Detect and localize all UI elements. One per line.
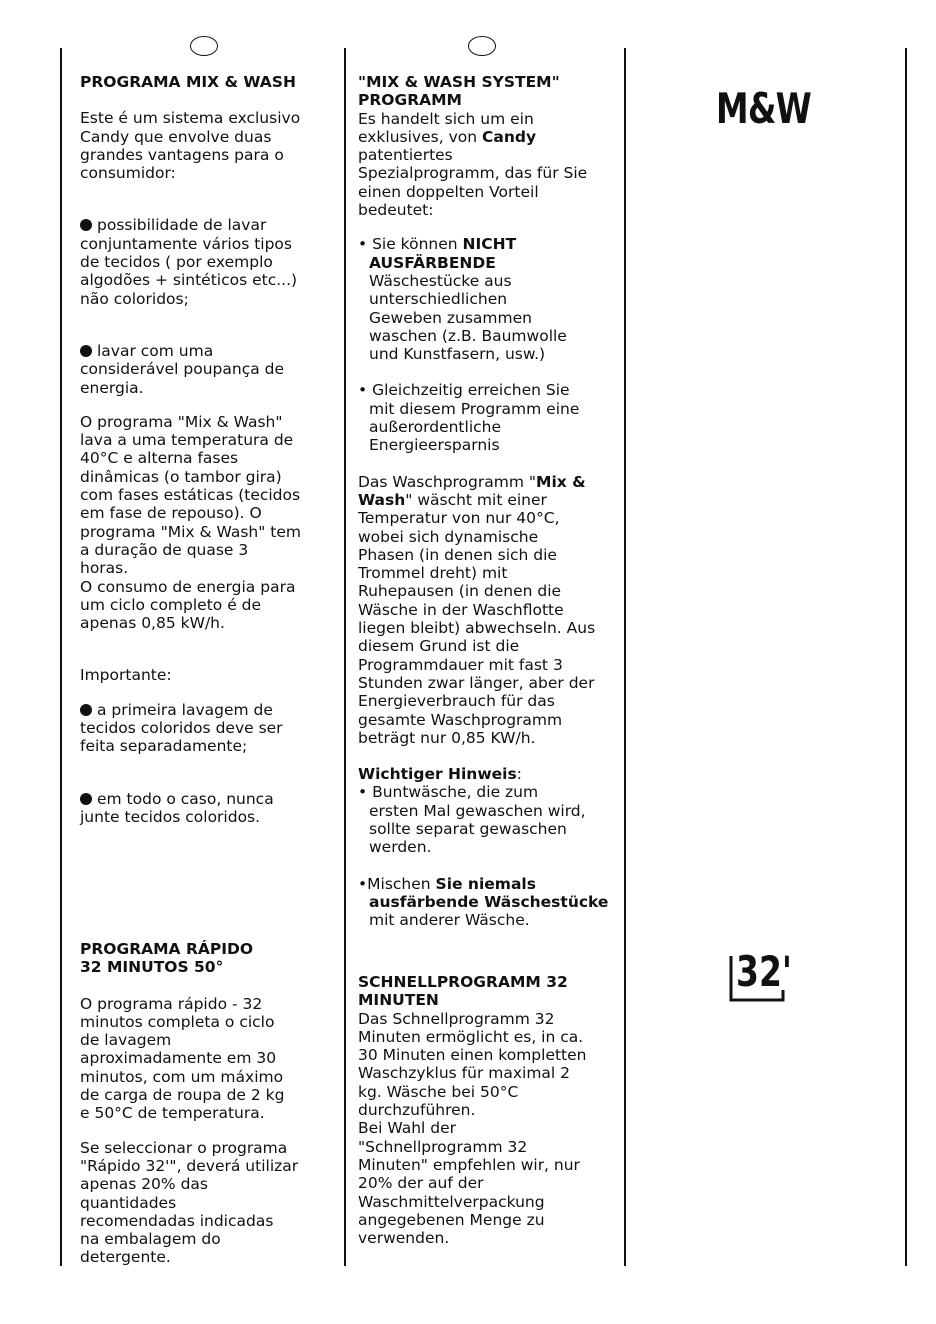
text-line: Programmdauer mit fast 3 — [358, 655, 563, 674]
text-line: energia. — [80, 378, 144, 397]
text-line: • Buntwäsche, die zum — [358, 783, 539, 802]
text-line: einen doppelten Vorteil — [358, 182, 539, 201]
text-line: • Gleichzeitig erreichen Sie — [358, 381, 570, 400]
section-title: "MIX & WASH SYSTEM" — [358, 73, 560, 91]
text-line: ersten Mal gewaschen wird, — [369, 801, 586, 820]
text-line: O programa rápido - 32 — [80, 994, 263, 1013]
text-line: a primeira lavagem de — [97, 700, 273, 719]
bullet-icon — [80, 219, 92, 231]
text-line: aproximadamente em 30 — [80, 1049, 277, 1068]
section-title: SCHNELLPROGRAMM 32 — [358, 973, 568, 991]
language-circle-icon — [190, 36, 218, 56]
section-title: PROGRAMA MIX & WASH — [80, 73, 296, 91]
text-line: bedeutet: — [358, 201, 434, 220]
text-line: mit diesem Programm eine — [369, 399, 580, 418]
bullet-icon — [80, 704, 92, 716]
text-line: Geweben zusammen — [369, 308, 532, 327]
text-line: 20% der auf der — [358, 1174, 484, 1193]
text-line: Energieersparnis — [369, 436, 500, 455]
text-line: quantidades — [80, 1193, 177, 1212]
text-line: Minuten" empfehlen wir, nur — [358, 1155, 580, 1174]
text-line: em fase de repouso). O — [80, 504, 262, 523]
text-line: em todo o caso, nunca — [97, 789, 274, 808]
text-line: Das Waschprogramm "Mix & — [358, 472, 586, 491]
column-divider-far-right — [905, 48, 907, 1266]
text-line: O consumo de energia para — [80, 577, 296, 596]
text-line: "Rápido 32'", deverá utilizar — [80, 1156, 299, 1175]
bullet-icon — [80, 345, 92, 357]
quick-32-icon — [728, 942, 798, 1010]
text-line: considerável poupança de — [80, 360, 285, 379]
text-line: werden. — [369, 838, 432, 857]
text-line: Wäsche in der Waschflotte — [358, 600, 564, 619]
text-line: • Sie können NICHT — [358, 235, 517, 254]
text-line: na embalagem do — [80, 1230, 221, 1249]
text-line: um ciclo completo é de — [80, 595, 262, 614]
text-line: Trommel dreht) mit — [358, 564, 508, 583]
text-line: unterschiedlichen — [369, 290, 508, 309]
text-line: waschen (z.B. Baumwolle — [369, 326, 567, 345]
text-line: Ruhepausen (in denen die — [358, 582, 562, 601]
text-line: e 50°C de temperatura. — [80, 1104, 265, 1123]
important-heading: Importante: — [80, 666, 172, 685]
text-line: consumidor: — [80, 164, 176, 183]
text-line: AUSFÄRBENDE — [369, 253, 496, 272]
text-line: Candy que envolve duas — [80, 127, 272, 146]
text-line: Spezialprogramm, das für Sie — [358, 164, 588, 183]
quick-32-label: 32' — [736, 947, 792, 996]
text-line: angegebenen Menge zu — [358, 1210, 545, 1229]
text-line: de carga de roupa de 2 kg — [80, 1086, 285, 1105]
text-line: 40°C e alterna fases — [80, 449, 239, 468]
text-line: não coloridos; — [80, 289, 189, 308]
text-line: 30 Minuten einen kompletten — [358, 1046, 587, 1065]
text-line: verwenden. — [358, 1229, 450, 1248]
text-line: minutos completa o ciclo — [80, 1012, 275, 1031]
german-quick-section — [358, 973, 618, 1247]
text-line: tecidos coloridos deve ser — [80, 719, 283, 738]
text-line: dinâmicas (o tambor gira) — [80, 467, 282, 486]
text-line: com fases estáticas (tecidos — [80, 486, 301, 505]
bullet-icon — [80, 793, 92, 805]
german-column — [358, 73, 618, 929]
text-line: exklusives, von Candy — [358, 127, 537, 146]
text-line: algodões + sintéticos etc...) — [80, 271, 298, 290]
section-title: PROGRAMA RÁPIDO — [80, 940, 254, 958]
text-line: Temperatur von nur 40°C, — [358, 509, 560, 528]
section-title: 32 MINUTOS 50° — [80, 958, 224, 977]
text-line: •Mischen Sie niemals — [358, 874, 536, 893]
text-line: beträgt nur 0,85 KW/h. — [358, 728, 536, 747]
text-line: kg. Wäsche bei 50°C — [358, 1082, 519, 1101]
text-line: de tecidos ( por exemplo — [80, 253, 273, 272]
text-line: Wäschestücke aus — [369, 271, 512, 290]
text-line: recomendadas indicadas — [80, 1211, 274, 1230]
text-line: Es handelt sich um ein — [358, 109, 534, 128]
text-line: diesem Grund ist die — [358, 637, 520, 656]
text-line: minutos, com um máximo — [80, 1067, 284, 1086]
text-line: Stunden zwar länger, aber der — [358, 673, 595, 692]
text-line: ausfärbende Wäschestücke — [369, 892, 609, 911]
text-line: Phasen (in denen sich die — [358, 545, 557, 564]
text-line: possibilidade de lavar — [97, 216, 267, 235]
column-divider-middle — [344, 48, 346, 1266]
text-line: liegen bleibt) abwechseln. Aus — [358, 619, 596, 638]
text-line: Minuten ermöglicht es, in ca. — [358, 1027, 584, 1046]
text-line: O programa "Mix & Wash" — [80, 412, 283, 431]
text-line: Waschzyklus für maximal 2 — [358, 1064, 571, 1083]
text-line: und Kunstfasern, usw.) — [369, 345, 546, 364]
column-divider-right — [624, 48, 626, 1266]
language-circle-icon — [468, 36, 496, 56]
section-title: PROGRAMM — [358, 91, 462, 110]
column-divider-left — [60, 48, 62, 1266]
text-line: lavar com uma — [97, 341, 214, 360]
text-line: horas. — [80, 559, 129, 578]
text-line: Wichtiger Hinweis: — [358, 765, 522, 784]
text-line: Energieverbrauch für das — [358, 692, 555, 711]
text-line: apenas 0,85 kW/h. — [80, 614, 225, 633]
portuguese-column — [80, 73, 335, 826]
text-line: lava a uma temperatura de — [80, 431, 294, 450]
text-line: mit anderer Wäsche. — [369, 911, 530, 930]
text-line: Das Schnellprogramm 32 — [358, 1009, 555, 1028]
text-line: Bei Wahl der — [358, 1119, 457, 1138]
quick-32-symbol — [728, 942, 798, 1006]
text-line: conjuntamente vários tipos — [80, 234, 292, 253]
text-line: außerordentliche — [369, 418, 502, 437]
text-line: apenas 20% das — [80, 1175, 208, 1194]
text-line: "Schnellprogramm 32 — [358, 1137, 528, 1156]
text-line: junte tecidos coloridos. — [80, 807, 261, 826]
text-line: durchzuführen. — [358, 1101, 476, 1120]
text-line: wobei sich dynamische — [358, 527, 539, 546]
text-line: de lavagem — [80, 1031, 172, 1050]
text-line: gesamte Waschprogramm — [358, 710, 563, 729]
text-line: programa "Mix & Wash" tem — [80, 522, 302, 541]
text-line: grandes vantagens para o — [80, 145, 284, 164]
text-line: Wash" wäscht mit einer — [358, 490, 547, 509]
text-line: detergente. — [80, 1248, 171, 1267]
mix-wash-icon: M&W — [716, 84, 811, 133]
text-line: Waschmittelverpackung — [358, 1192, 545, 1211]
text-line: sollte separat gewaschen — [369, 819, 567, 838]
section-title: MINUTEN — [358, 991, 439, 1010]
text-line: a duração de quase 3 — [80, 540, 249, 559]
portuguese-quick-section — [80, 940, 335, 1267]
text-line: Este é um sistema exclusivo — [80, 109, 301, 128]
text-line: feita separadamente; — [80, 737, 248, 756]
text-line: patentiertes — [358, 146, 453, 165]
text-line: Se seleccionar o programa — [80, 1138, 288, 1157]
